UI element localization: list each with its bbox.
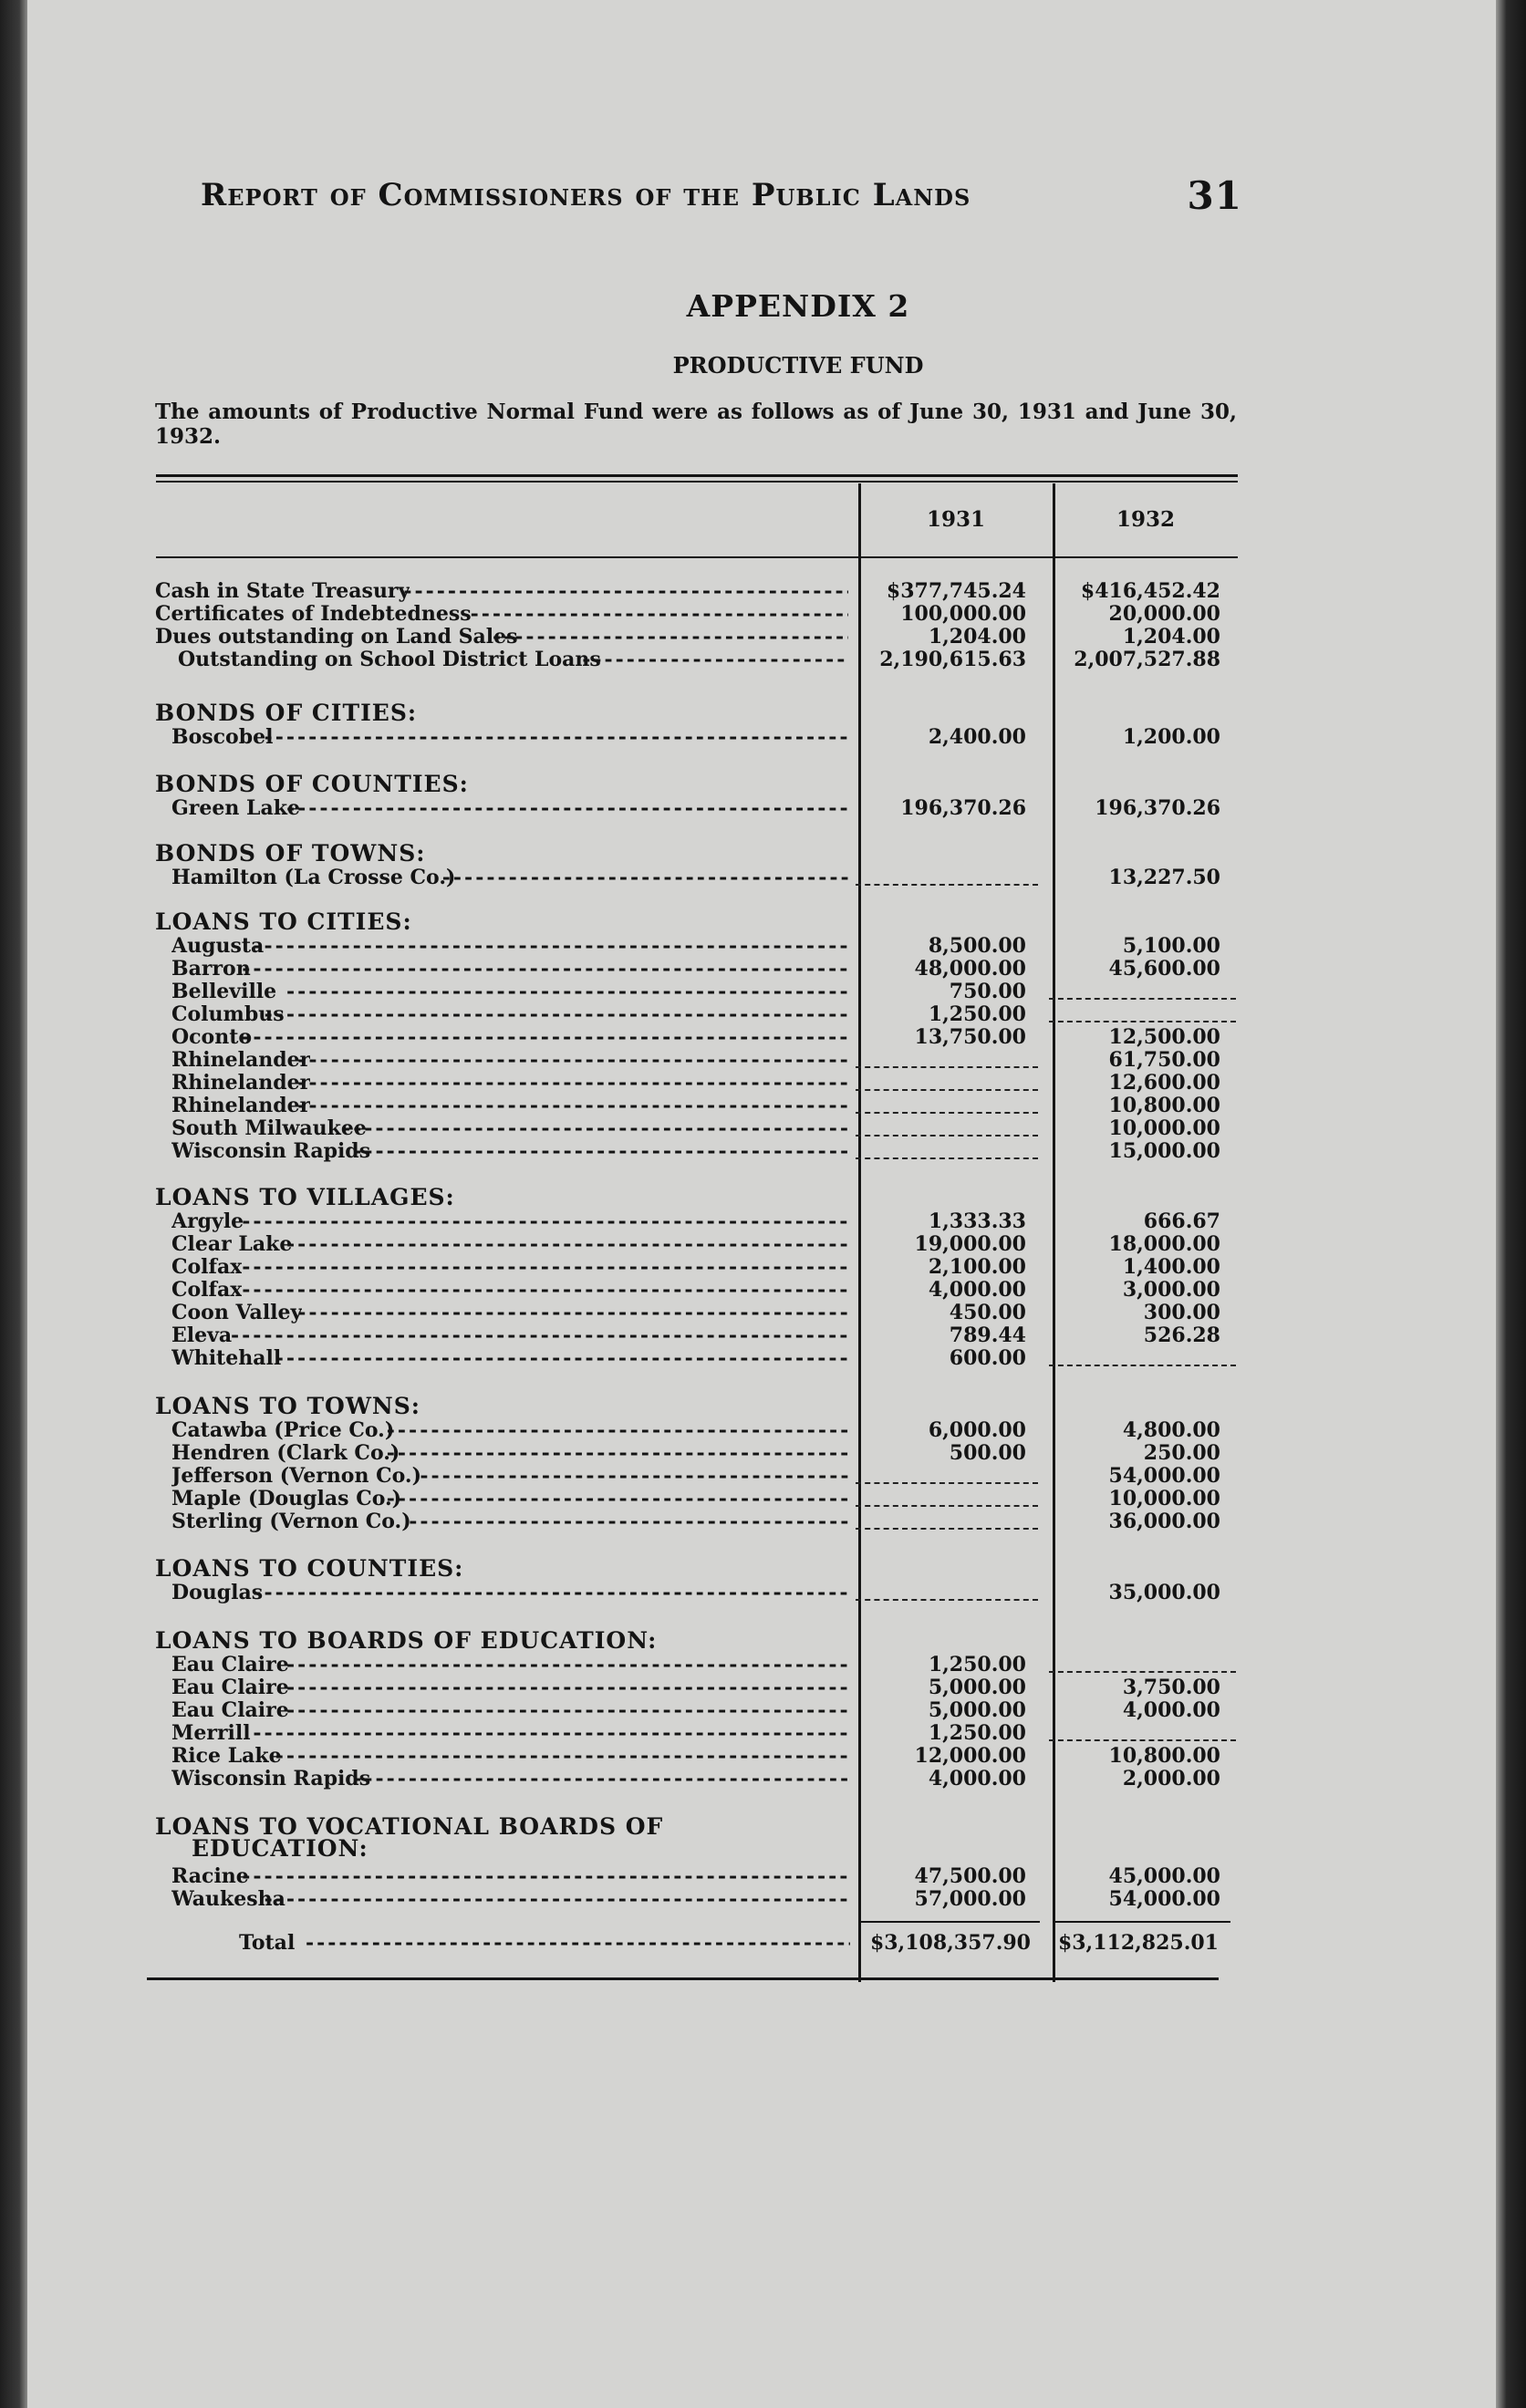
row-label: Belleville [171, 981, 277, 1002]
value-1931: 4,000.00 [928, 1278, 1026, 1302]
row-leader [275, 1347, 848, 1369]
row-leader [403, 580, 848, 602]
column-header-1931: 1931 [926, 507, 985, 532]
row-leader [582, 649, 848, 670]
row-label: Eau Claire [171, 1699, 289, 1721]
table-bottom-rule [147, 1977, 1219, 1980]
header-underline-1931 [861, 556, 1053, 558]
value-1931: 1,250.00 [928, 1002, 1026, 1026]
table-row [27, 1465, 1496, 1487]
total-leader [306, 1932, 850, 1954]
value-1932: 1,400.00 [1122, 1255, 1220, 1279]
table-row [27, 1865, 1496, 1887]
empty-dash-1931 [856, 1505, 1038, 1507]
row-label: Certificates of Indebtedness [155, 603, 472, 625]
row-label: Wisconsin Rapids [171, 1768, 371, 1790]
table-row [27, 603, 1496, 625]
value-1931: 48,000.00 [914, 957, 1026, 981]
value-1932: 54,000.00 [1108, 1887, 1220, 1911]
running-head [201, 171, 1242, 226]
section-heading: LOANS TO VOCATIONAL BOARDS OF [155, 1813, 664, 1840]
row-label: Eleva [171, 1324, 233, 1346]
row-leader [297, 1095, 848, 1116]
empty-dash-1931 [856, 1599, 1038, 1601]
table-row [27, 1582, 1496, 1604]
total-label: Total [239, 1932, 296, 1954]
row-leader [353, 1140, 848, 1162]
table-row [27, 649, 1496, 670]
row-label: Rhinelander [171, 1049, 311, 1071]
value-1932: 13,227.50 [1108, 866, 1220, 889]
row-label: Sterling (Vernon Co.) [171, 1510, 411, 1532]
row-label: Rhinelander [171, 1072, 311, 1094]
table-row [27, 1095, 1496, 1116]
value-1932: 666.67 [1143, 1209, 1220, 1233]
page-number: 31 [1187, 173, 1242, 218]
value-1931: 100,000.00 [900, 602, 1026, 626]
row-leader [493, 626, 848, 648]
total-1932: $3,112,825.01 [1057, 1931, 1219, 1955]
row-leader [353, 1768, 848, 1790]
table-row [27, 626, 1496, 648]
table-row [27, 1256, 1496, 1278]
section-heading: LOANS TO TOWNS: [155, 1393, 421, 1419]
table-row [27, 1233, 1496, 1255]
value-1932: 3,750.00 [1122, 1676, 1220, 1699]
row-leader [242, 1210, 848, 1232]
row-leader [409, 1510, 848, 1532]
value-1931: 1,204.00 [928, 625, 1026, 649]
row-leader [286, 1676, 848, 1698]
row-label: Colfax [171, 1256, 243, 1278]
row-leader [231, 1324, 848, 1346]
row-leader [242, 1279, 848, 1301]
row-label: Catawba (Price Co.) [171, 1419, 395, 1441]
row-label: Wisconsin Rapids [171, 1140, 371, 1162]
row-label: Rice Lake [171, 1745, 282, 1767]
row-label: Merrill [171, 1722, 251, 1744]
row-leader [253, 935, 848, 957]
value-1931: 1,250.00 [928, 1653, 1026, 1676]
section-heading: LOANS TO CITIES: [155, 908, 412, 935]
value-1932: 4,800.00 [1122, 1418, 1220, 1442]
row-label: Racine [171, 1865, 249, 1887]
table-row [27, 935, 1496, 957]
value-1932: 54,000.00 [1108, 1464, 1220, 1488]
value-1931: 4,000.00 [928, 1767, 1026, 1790]
row-leader [253, 1722, 848, 1744]
value-1932: 3,000.00 [1122, 1278, 1220, 1302]
value-1932: 10,800.00 [1108, 1744, 1220, 1768]
table-row [27, 1699, 1496, 1721]
table-row [27, 1003, 1496, 1025]
row-label: Jefferson (Vernon Co.) [171, 1465, 422, 1487]
table-row [27, 1072, 1496, 1094]
row-label: Douglas [171, 1582, 264, 1604]
table-row [27, 797, 1496, 819]
empty-dash-1931 [856, 1066, 1038, 1068]
table-row [27, 1419, 1496, 1441]
table-top-rule-inner [156, 481, 1238, 483]
row-leader [286, 1654, 848, 1676]
section-heading: BONDS OF CITIES: [155, 700, 418, 726]
row-label: Clear Lake [171, 1233, 293, 1255]
row-leader [253, 1582, 848, 1604]
empty-dash-1932 [1049, 998, 1236, 1000]
row-label: Rhinelander [171, 1095, 311, 1116]
value-1932: 15,000.00 [1108, 1139, 1220, 1163]
row-leader [242, 1865, 848, 1887]
section-heading: LOANS TO BOARDS OF EDUCATION: [155, 1627, 658, 1654]
value-1931: 450.00 [949, 1301, 1026, 1324]
value-1931: 12,000.00 [914, 1744, 1026, 1768]
total-rule-1931 [861, 1921, 1040, 1923]
section-heading-continued: EDUCATION: [192, 1835, 369, 1862]
row-label: Waukesha [171, 1888, 285, 1910]
value-1932: 196,370.26 [1095, 796, 1220, 820]
table-row [27, 1026, 1496, 1048]
row-leader [471, 603, 848, 625]
table-row [27, 1442, 1496, 1464]
empty-dash-1931 [856, 1089, 1038, 1091]
row-leader [387, 1488, 848, 1510]
intro-paragraph: The amounts of Productive Normal Fund were as follows as of June 30, 1931 and June 30, 1932. [155, 400, 1237, 449]
value-1931: 196,370.26 [900, 796, 1026, 820]
table-row [27, 580, 1496, 602]
empty-dash-1931 [856, 1157, 1038, 1159]
table-row [27, 1117, 1496, 1139]
row-leader [265, 726, 848, 748]
row-label: Hendren (Clark Co.) [171, 1442, 400, 1464]
row-label: Dues outstanding on Land Sales [155, 626, 518, 648]
row-label: Whitehall [171, 1347, 282, 1369]
value-1932: 10,800.00 [1108, 1094, 1220, 1117]
table-row [27, 1888, 1496, 1910]
row-leader [242, 1256, 848, 1278]
row-label: Cash in State Treasury [155, 580, 410, 602]
row-leader [342, 1117, 848, 1139]
empty-dash-1932 [1049, 1671, 1236, 1673]
value-1931: 6,000.00 [928, 1418, 1026, 1442]
table-row [27, 1654, 1496, 1676]
value-1932: 12,500.00 [1108, 1025, 1220, 1049]
running-head-title: Report of Commissioners of the Public Lands [201, 177, 971, 213]
value-1931: 8,500.00 [928, 934, 1026, 958]
row-label: Maple (Douglas Co.) [171, 1488, 402, 1510]
section-heading: BONDS OF COUNTIES: [155, 771, 469, 797]
value-1932: 2,007,527.88 [1074, 648, 1220, 671]
row-leader [387, 1442, 848, 1464]
row-label: Coon Valley [171, 1302, 303, 1323]
table-row [27, 1510, 1496, 1532]
value-1931: 600.00 [949, 1346, 1026, 1370]
empty-dash-1932 [1049, 1739, 1236, 1741]
section-heading: LOANS TO COUNTIES: [155, 1555, 464, 1582]
empty-dash-1931 [856, 1112, 1038, 1114]
total-1931: $3,108,357.90 [869, 1931, 1031, 1955]
row-label: Barron [171, 958, 251, 980]
row-label: Columbus [171, 1003, 285, 1025]
row-leader [297, 1072, 848, 1094]
row-label: Boscobel [171, 726, 274, 748]
value-1932: 5,100.00 [1122, 934, 1220, 958]
table-row [27, 1140, 1496, 1162]
appendix-title: APPENDIX 2 [686, 288, 910, 324]
row-label: Eau Claire [171, 1654, 289, 1676]
row-label: Argyle [171, 1210, 244, 1232]
value-1932: 1,204.00 [1122, 625, 1220, 649]
value-1932: 12,600.00 [1108, 1071, 1220, 1095]
book-spine-left [0, 0, 27, 2408]
row-label: Augusta [171, 935, 265, 957]
table-row [27, 867, 1496, 888]
value-1931: $377,745.24 [886, 579, 1026, 603]
total-row [27, 1932, 1496, 1954]
value-1931: 2,190,615.63 [879, 648, 1026, 671]
row-leader [286, 981, 848, 1002]
table-row [27, 1049, 1496, 1071]
row-leader [420, 1465, 848, 1487]
value-1931: 1,250.00 [928, 1721, 1026, 1745]
value-1931: 47,500.00 [914, 1864, 1026, 1888]
value-1931: 789.44 [949, 1323, 1026, 1347]
row-leader [275, 1745, 848, 1767]
value-1932: 61,750.00 [1108, 1048, 1220, 1072]
row-label: Colfax [171, 1279, 243, 1301]
value-1931: 1,333.33 [928, 1209, 1026, 1233]
table-top-rule [156, 474, 1238, 477]
empty-dash-1932 [1049, 1365, 1236, 1366]
row-leader [286, 1699, 848, 1721]
section-subtitle: PRODUCTIVE FUND [672, 352, 924, 379]
row-label: Outstanding on School District Loans [178, 649, 601, 670]
value-1932: 18,000.00 [1108, 1232, 1220, 1256]
empty-dash-1932 [1049, 1021, 1236, 1022]
table-row [27, 1302, 1496, 1323]
table-row [27, 1745, 1496, 1767]
value-1932: 45,000.00 [1108, 1864, 1220, 1888]
row-leader [442, 867, 848, 888]
table-row [27, 1722, 1496, 1744]
row-leader [286, 797, 848, 819]
row-leader [297, 1302, 848, 1323]
table-row [27, 1324, 1496, 1346]
value-1932: 4,000.00 [1122, 1698, 1220, 1722]
value-1931: 13,750.00 [914, 1025, 1026, 1049]
value-1931: 5,000.00 [928, 1676, 1026, 1699]
table-row [27, 1488, 1496, 1510]
table-row [27, 1768, 1496, 1790]
value-1932: 10,000.00 [1108, 1487, 1220, 1510]
value-1932: 45,600.00 [1108, 957, 1220, 981]
value-1932: 300.00 [1143, 1301, 1220, 1324]
column-header-1932: 1932 [1116, 507, 1175, 532]
row-leader [297, 1049, 848, 1071]
empty-dash-1931 [856, 1482, 1038, 1484]
value-1932: 35,000.00 [1108, 1581, 1220, 1604]
document-page [27, 0, 1496, 2408]
table-row [27, 1347, 1496, 1369]
table-row [27, 1676, 1496, 1698]
empty-dash-1931 [856, 884, 1038, 886]
table-row [27, 958, 1496, 980]
row-leader [387, 1419, 848, 1441]
row-label: South Milwaukee [171, 1117, 367, 1139]
value-1931: 57,000.00 [914, 1887, 1026, 1911]
value-1931: 2,400.00 [928, 725, 1026, 749]
empty-dash-1931 [856, 1528, 1038, 1530]
table-row [27, 1279, 1496, 1301]
value-1932: 1,200.00 [1122, 725, 1220, 749]
value-1932: 2,000.00 [1122, 1767, 1220, 1790]
row-leader [242, 958, 848, 980]
book-spine-right [1496, 0, 1526, 2408]
value-1931: 5,000.00 [928, 1698, 1026, 1722]
value-1932: $416,452.42 [1080, 579, 1220, 603]
value-1931: 500.00 [949, 1441, 1026, 1465]
value-1931: 750.00 [949, 980, 1026, 1003]
row-label: Green Lake [171, 797, 300, 819]
header-underline-1932 [1055, 556, 1238, 558]
section-heading: LOANS TO VILLAGES: [155, 1184, 455, 1210]
table-row [27, 1210, 1496, 1232]
table-row [27, 726, 1496, 748]
header-underline-labels [156, 556, 858, 558]
total-rule-1932 [1055, 1921, 1230, 1923]
value-1932: 526.28 [1143, 1323, 1220, 1347]
row-label: Oconto [171, 1026, 253, 1048]
value-1931: 2,100.00 [928, 1255, 1026, 1279]
section-heading: BONDS OF TOWNS: [155, 840, 426, 867]
row-leader [265, 1888, 848, 1910]
row-leader [265, 1003, 848, 1025]
value-1932: 36,000.00 [1108, 1510, 1220, 1533]
row-leader [242, 1026, 848, 1048]
value-1932: 20,000.00 [1108, 602, 1220, 626]
value-1932: 10,000.00 [1108, 1116, 1220, 1140]
row-label: Hamilton (La Crosse Co.) [171, 867, 456, 888]
table-row [27, 981, 1496, 1002]
value-1931: 19,000.00 [914, 1232, 1026, 1256]
empty-dash-1931 [856, 1135, 1038, 1137]
row-leader [286, 1233, 848, 1255]
value-1932: 250.00 [1143, 1441, 1220, 1465]
row-label: Eau Claire [171, 1676, 289, 1698]
